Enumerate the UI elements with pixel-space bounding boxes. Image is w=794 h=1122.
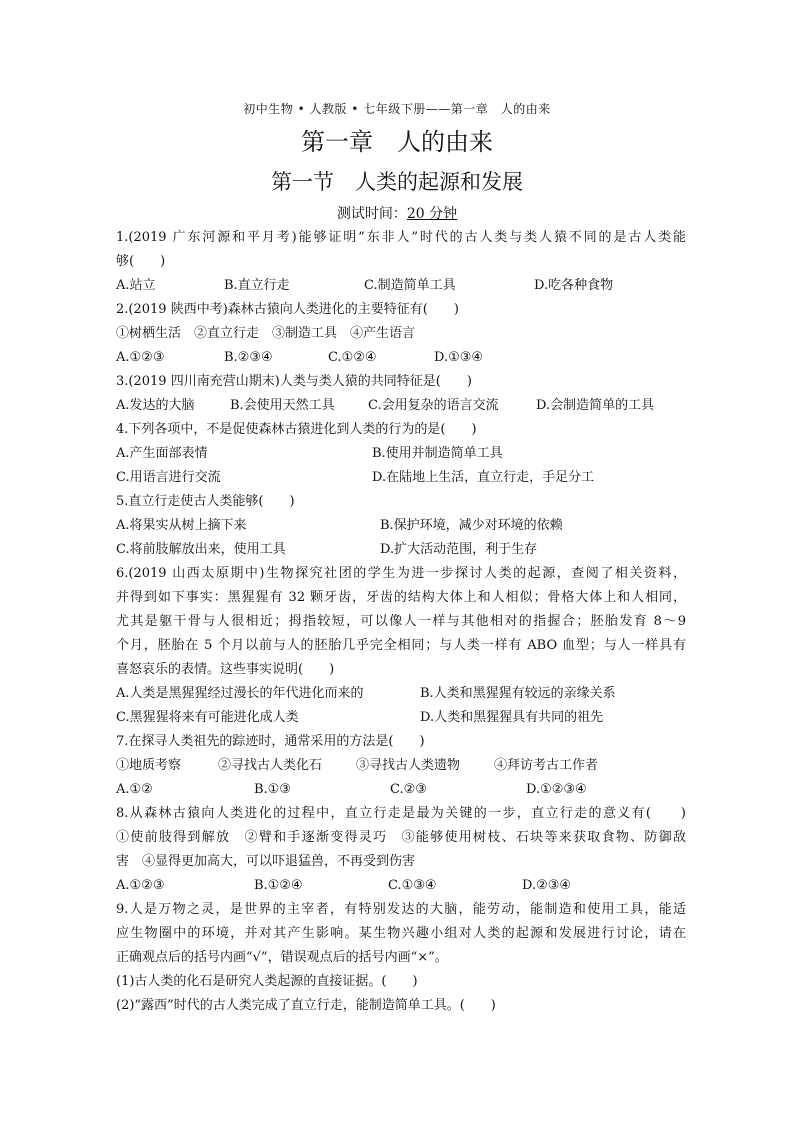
q9-stem-line3: 正确观点后的括号内画“√”，错误观点后的括号内画“×”。	[116, 950, 448, 965]
q6-stem-line1: 6.(2019 山西太原期中)生物探究社团的学生为进一步探讨人类的起源，查阅了相关资料，	[116, 566, 686, 581]
section-title: 第一节 人类的起源和发展	[271, 170, 523, 194]
q6-option-b: B.人类和黑猩猩有较远的亲缘关系	[420, 686, 616, 701]
q9-sub-2: (2)“露西”时代的古人类完成了直立行走，能制造简单工具。( )	[116, 998, 496, 1013]
test-time-value: 20 分钟	[406, 206, 458, 222]
q1-option-c: C.制造简单工具	[364, 278, 456, 293]
q7-item-3: ③寻找古人类遗物	[356, 758, 461, 773]
q7-item-4: ④拜访考古工作者	[494, 758, 599, 773]
q7-option-d: D.①②③④	[526, 782, 587, 797]
q1-options	[116, 274, 686, 298]
q9-stem-line2: 应生物圈中的环境，并对其产生影响。某生物兴趣小组对人类的起源和发展进行讨论，请在	[116, 926, 686, 941]
q7-stem: 7.在探寻人类祖先的踪迹时，通常采用的方法是( )	[116, 734, 425, 749]
q1-option-a: A.站立	[116, 278, 156, 293]
q5-option-c: C.将前肢解放出来，使用工具	[116, 542, 286, 557]
q2-option-a: A.①②③	[116, 350, 165, 365]
q8-options	[116, 874, 686, 898]
q6-stem-line5: 喜怒哀乐的表情。这些事实说明( )	[116, 662, 335, 677]
q2-option-d: D.①③④	[434, 350, 484, 365]
q3-option-b: B.会使用天然工具	[230, 398, 335, 413]
q4-options-ab	[116, 442, 686, 466]
q6-options-cd	[116, 706, 686, 730]
q4-option-d: D.在陆地上生活，直立行走，手足分工	[372, 470, 595, 485]
chapter-title: 第一章 人的由来	[301, 128, 493, 156]
test-time-label: 测试时间：	[336, 206, 407, 222]
q8-stem: 8.从森林古猿向人类进化的过程中，直立行走是最为关键的一步，直立行走的意义有( )	[116, 806, 686, 821]
q4-options-cd	[116, 466, 686, 490]
q1-option-d: D.吃各种食物	[534, 278, 614, 293]
q6-option-c: C.黑猩猩将来有可能进化成人类	[116, 710, 299, 725]
q7-options	[116, 778, 686, 802]
q5-option-b: B.保护环境，减少对环境的依赖	[380, 518, 563, 533]
running-header: 初中生物 • 人教版 • 七年级下册——第一章 人的由来	[243, 102, 551, 116]
q9-sub-1: (1)古人类的化石是研究人类起源的直接证据。( )	[116, 974, 418, 989]
q8-option-c: C.①③④	[388, 878, 437, 893]
test-time	[0, 203, 794, 223]
q8-option-a: A.①②③	[116, 878, 165, 893]
q6-option-a: A.人类是黑猩猩经过漫长的年代进化而来的	[116, 686, 364, 701]
q4-stem: 4.下列各项中，不是促使森林古猿进化到人类的行为的是( )	[116, 422, 477, 437]
q5-option-d: D.扩大活动范围，利于生存	[380, 542, 538, 557]
q1-stem-line2: 够( )	[116, 254, 166, 269]
q7-option-a: A.①②	[116, 782, 153, 797]
questions	[116, 226, 686, 1018]
q8-items-line2: 害 ④显得更加高大，可以吓退猛兽，不再受到伤害	[116, 854, 416, 869]
q8-option-d: D.②③④	[522, 878, 572, 893]
q1-option-b: B.直立行走	[224, 278, 290, 293]
q3-stem: 3.(2019 四川南充营山期末)人类与类人猿的共同特征是( )	[116, 374, 472, 389]
q6-stem-line4: 个月，胚胎在 5 个月以前与人的胚胎几乎完全相同；与人类一样有 ABO 血型；与人一样具有	[116, 638, 686, 653]
q5-options-ab	[116, 514, 686, 538]
q7-item-1: ①地质考察	[116, 758, 182, 773]
q4-option-c: C.用语言进行交流	[116, 470, 221, 485]
q5-stem: 5.直立行走使古人类能够( )	[116, 494, 295, 509]
q7-option-c: C.②③	[390, 782, 427, 797]
q8-items-line1: ①使前肢得到解放 ②臂和手逐渐变得灵巧 ③能够使用树枝、石块等来获取食物、防御敌	[116, 830, 686, 845]
q7-items	[116, 754, 686, 778]
q3-option-d: D.会制造简单的工具	[536, 398, 655, 413]
q1-stem-line1: 1.(2019 广东河源和平月考)能够证明“东非人”时代的古人类与类人猿不同的是古人类能	[116, 230, 686, 245]
q2-options	[116, 346, 686, 370]
q3-option-c: C.会用复杂的语言交流	[368, 398, 499, 413]
q4-option-b: B.使用并制造简单工具	[372, 446, 503, 461]
q4-option-a: A.产生面部表情	[116, 446, 208, 461]
q2-option-b: B.②③④	[224, 350, 273, 365]
q2-stem: 2.(2019 陕西中考)森林古猿向人类进化的主要特征有( )	[116, 302, 459, 317]
q3-options	[116, 394, 686, 418]
q6-stem-line3: 尤其是躯干骨与人很相近；拇指较短，可以像人一样与其他相对的指握合；胚胎发育 8～9	[116, 614, 686, 629]
q5-options-cd	[116, 538, 686, 562]
q5-option-a: A.将果实从树上摘下来	[116, 518, 247, 533]
q6-stem-line2: 并得到如下事实：黑猩猩有 32 颗牙齿，牙齿的结构大体上和人相似；骨格大体上和人相同，	[116, 590, 686, 605]
q9-stem-line1: 9.人是万物之灵，是世界的主宰者，有特别发达的大脑，能劳动，能制造和使用工具，能适	[116, 902, 686, 917]
q6-options-ab	[116, 682, 686, 706]
q8-option-b: B.①②④	[254, 878, 303, 893]
q6-option-d: D.人类和黑猩猩具有共同的祖先	[420, 710, 604, 725]
q2-items: ①树栖生活 ②直立行走 ③制造工具 ④产生语言	[116, 326, 416, 341]
q2-option-c: C.①②④	[328, 350, 377, 365]
q7-option-b: B.①③	[254, 782, 291, 797]
q3-option-a: A.发达的大脑	[116, 398, 195, 413]
q7-item-2: ②寻找古人类化石	[218, 758, 323, 773]
